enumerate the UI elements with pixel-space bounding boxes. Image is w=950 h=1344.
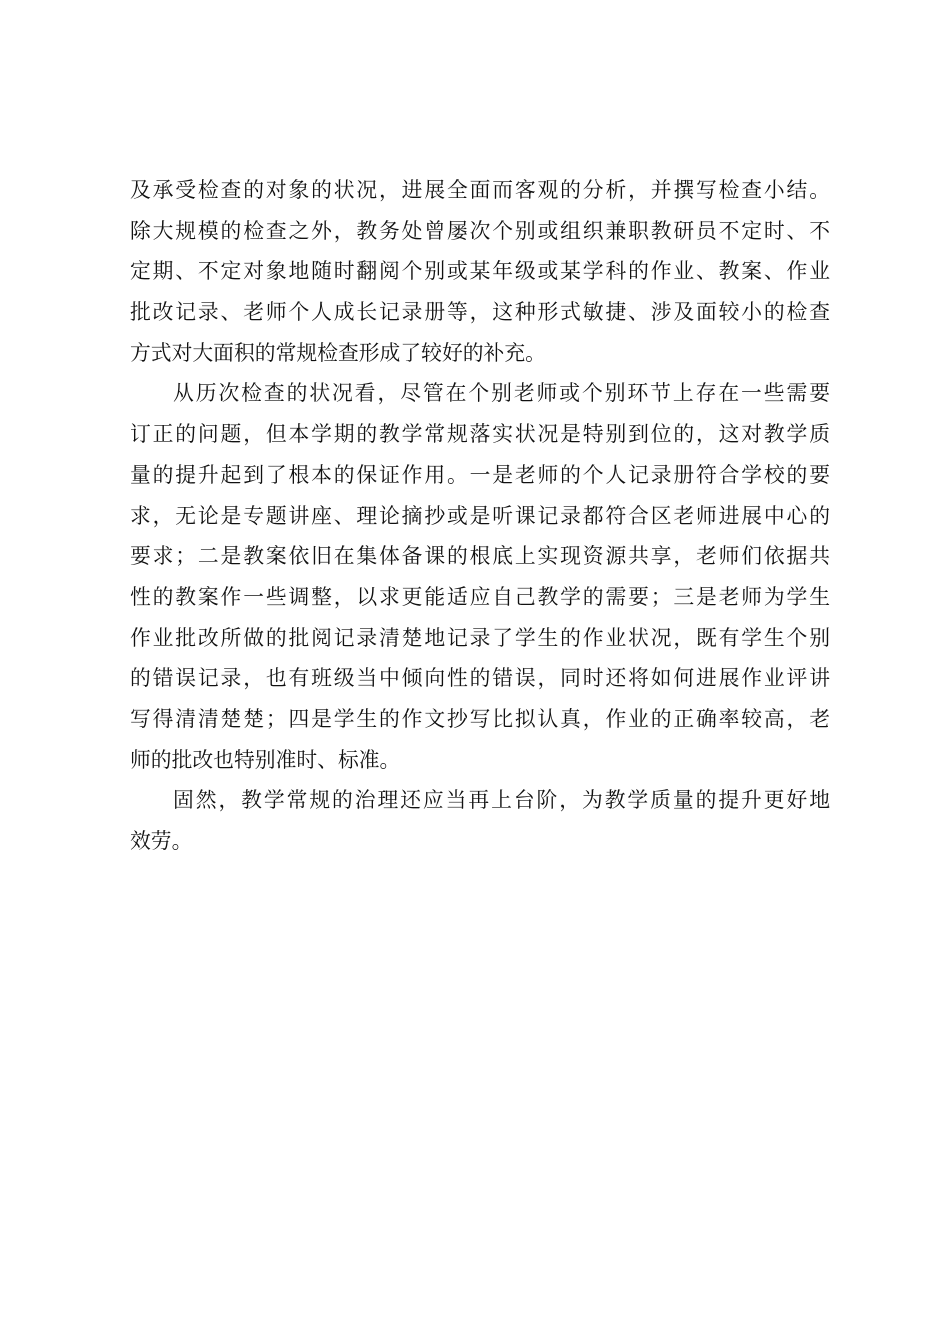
paragraph-line: 及承受检查的对象的状况，进展全面而客观的分析，并撰写检查小结。 (130, 178, 830, 202)
document-body (130, 180, 830, 852)
paragraph-line: 量的提升起到了根本的保证作用。一是老师的个人记录册符合学校的要 (130, 462, 830, 487)
paragraph-line: 固然，教学常规的治理还应当再上台阶，为教学质量的提升更好地 (173, 788, 830, 813)
paragraph-line: 方式对大面积的常规检查形成了较好的补充。 (130, 340, 546, 365)
paragraph-line: 性的教案作一些调整，以求更能适应自己教学的需要；三是老师为学生 (130, 584, 830, 609)
paragraph-line: 效劳。 (130, 829, 193, 853)
paragraph-line: 批改记录、老师个人成长记录册等，这种形式敏捷、涉及面较小的检查 (130, 300, 830, 325)
paragraph-line: 师的批改也特别准时、标准。 (130, 747, 401, 772)
paragraph-line: 的错误记录，也有班级当中倾向性的错误，同时还将如何进展作业评讲 (130, 666, 830, 691)
paragraph-line: 求，无论是专题讲座、理论摘抄或是听课记录都符合区老师进展中心的 (130, 503, 830, 528)
paragraph-line: 定期、不定对象地随时翻阅个别或某年级或某学科的作业、教案、作业 (130, 259, 830, 284)
paragraph-line: 要求；二是教案依旧在集体备课的根底上实现资源共享，老师们依据共 (130, 544, 830, 569)
paragraph-line: 从历次检查的状况看，尽管在个别老师或个别环节上存在一些需要 (173, 381, 830, 406)
paragraph-line: 订正的问题，但本学期的教学常规落实状况是特别到位的，这对教学质 (130, 422, 830, 447)
paragraph-line: 写得清清楚楚；四是学生的作文抄写比拟认真，作业的正确率较高，老 (130, 706, 830, 731)
paragraph-line: 除大规模的检查之外，教务处曾屡次个别或组织兼职教研员不定时、不 (130, 218, 830, 243)
paragraph-line: 作业批改所做的批阅记录清楚地记录了学生的作业状况，既有学生个别 (130, 625, 830, 650)
